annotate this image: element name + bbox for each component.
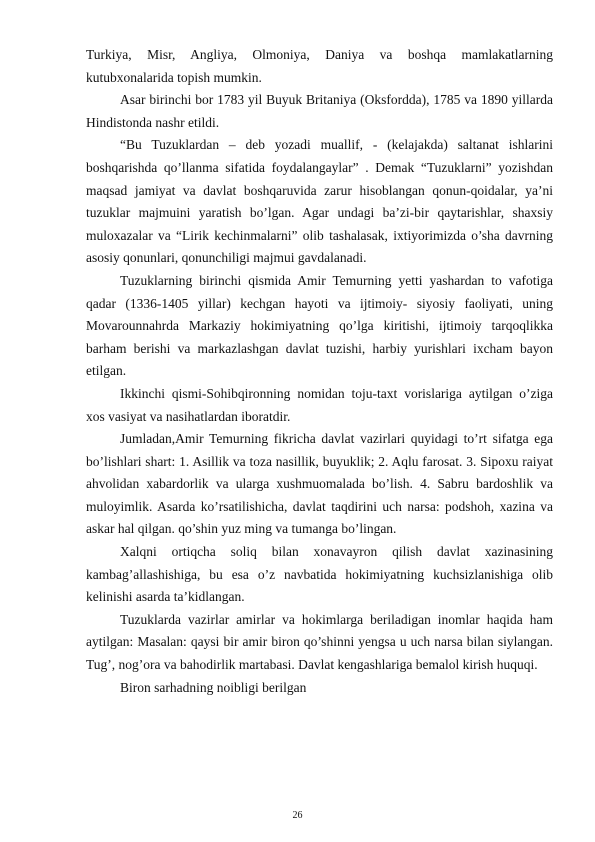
paragraph-author-quote: “Bu Tuzuklardan – deb yozadi muallif, - (kelajakda) saltanat ishlarini boshqarishda qo’llanma sifatida foydalangaylar” . Demak “Tuzuklarni” yozishdan maqsad jamiyat va davlat boshqaruvida zarur hisoblangan qonun-qoidalar, ya’ni tuzuklar majmuini yaratish bo’lgan. Agar undagi ba’zi-bir qaytarishlar, shaxsiy muloxazalar va “Lirik kechinmalarni” olib tashalasak, ixtiyorimizda o’sha davrning asosiy qonunlari, qonunchiligi majmui gavdalanadi. xyxy=(86,137,553,266)
paragraph-second-part: Ikkinchi qismi-Sohibqironning nomidan toju-taxt vorislariga aytilgan o’ziga xos vasiyat va nasihatlardan iboratdir. xyxy=(86,385,553,424)
page-number: 26 xyxy=(292,810,303,821)
paragraph-rewards: Tuzuklarda vazirlar amirlar va hokimlarga beriladigan inomlar haqida ham aytilgan: Masalan: qaysi bir amir biron qo’shinni yengsa u uch narsa bilan siylangan. Tug’, nog’ora va bahodirlik martabasi. Davlat kengashlariga bemalol kirish huquqi. xyxy=(86,611,553,673)
paragraph-first-part: Tuzuklarning birinchi qismida Amir Temurning yetti yashardan to vafotiga qadar (1336-1405 yillar) kechgan hayoti va ijtimoiy- siyosiy faoliyati, uning Movarounnahrda Markaziy hokimiyatning qo’lga kiritishi, ijtimoiy tarqoqlikka barham berishi va markazlashgan davlat tuzishi, harbiy yurishlari ixcham bayon etilgan. xyxy=(86,272,553,379)
document-page xyxy=(86,44,553,699)
paragraph-taxation: Xalqni ortiqcha soliq bilan xonavayron qilish davlat xazinasining kambag’allashishiga, bu esa o’z navbatida hokimiyatning kuchsizlanishiga olib kelinishi asarda ta’kidlangan. xyxy=(86,544,553,605)
paragraph-first-edition: Asar birinchi bor 1783 yil Buyuk Britaniya (Oksfordda), 1785 va 1890 yillarda Hindistonda nashr etildi. xyxy=(86,92,553,130)
paragraph-frontier: Biron sarhadning noibligi berilgan xyxy=(120,679,307,695)
paragraph-continuation: Turkiya, Misr, Angliya, Olmoniya, Daniya va boshqa mamlakatlarning kutubxonalarida topish mumkin. xyxy=(86,47,553,85)
paragraph-vizier-qualities: Jumladan,Amir Temurning fikricha davlat vazirlari quyidagi to’rt sifatga ega bo’lishlari shart: 1. Asillik va toza nasillik, buyuklik; 2. Aqlu farosat. 3. Sipoxu raiyat ahvolidan xabardorlik va ularga xushmuomalada bo’lish. 4. Sabru bardoshlik va muloyimlik. Asarda ko’rsatilishicha, davlat taqdirini uch narsa: podshoh, xazina va askar hal qilgan. qo’shin yuz ming va tumanga bo’lingan. xyxy=(86,431,553,537)
